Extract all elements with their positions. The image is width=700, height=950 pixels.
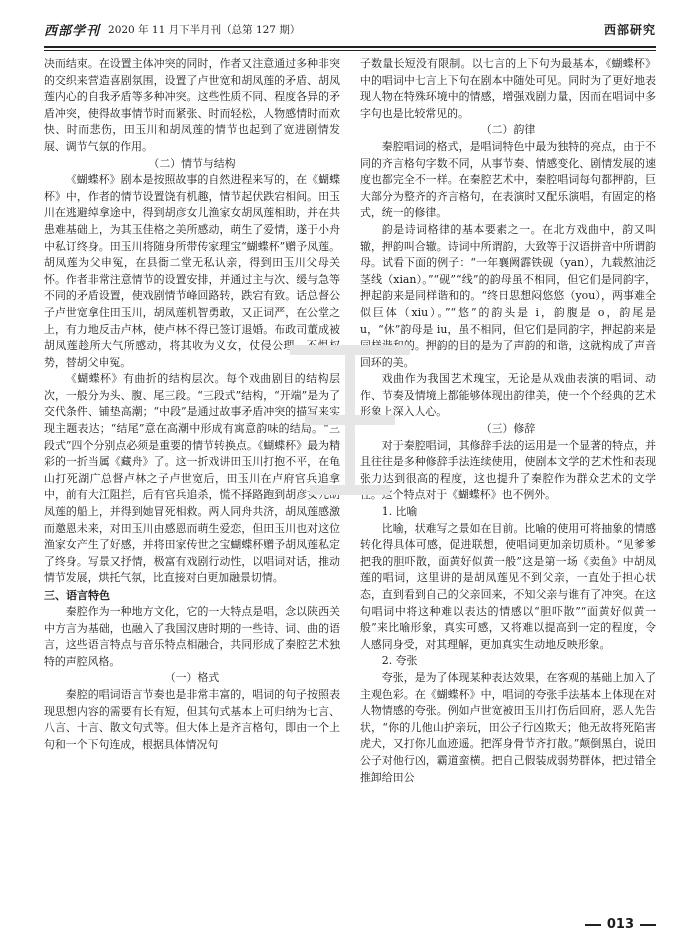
paragraph: 对于秦腔唱词，其修辞手法的运用是一个显著的特点，并且往往是多种修辞手法连续使用，使剧本文学的艺术性和表现张力达到很高的程度，这也提升了秦腔作为群众艺术的文学性。这个特点对于《蝴蝶杯》也不例外。 <box>360 438 656 502</box>
section-heading: （二）情节与结构 <box>148 156 236 170</box>
right-column <box>360 56 656 896</box>
header-rule-thin <box>44 50 656 51</box>
paragraph: 戏曲作为我国艺术瑰宝，无论是从戏曲表演的唱词、动作、节奏及情境上都能够体现出韵律美，使一个个经典的艺术形象上深入人心。 <box>360 372 656 419</box>
section-heading: 三、语言特色 <box>44 589 110 602</box>
article-body <box>44 56 656 896</box>
header-rule-thick <box>44 46 656 48</box>
paragraph: 《蝴蝶杯》剧本是按照故事的自然进程来写的，在《蝴蝶杯》中，作者的情节设置饶有机趣，情节起伏跌宕相间。田玉川在逃避绰拿途中，得到胡彦女儿渔家女胡凤莲相助，并在共患难基础上，为其玉佳格之美所感动，萌生了爱情，遂于小舟中私订终身。田玉川将随身所带传家理宝“蝴蝶杯”赠予凤莲。胡凤莲为父申冤，在县衙二堂无私认亲，得到田玉川父母关怀。作者非常注意情节的设置安排，并通过主与次、缓与急等不同的矛盾设置，使戏剧情节峰回路转，跌宕有致。话总督公子卢世宽拿住田玉川，胡凤莲机智勇敢，又正词严，在公堂之上，有力地反击卢林，使卢林不得已签订退婚。布政司董成被胡凤莲趁所大气所感动，将其收为义女，仗侵公理，不惧权势，替胡父申冤。 <box>44 173 340 369</box>
paragraph: 决而结束。在设置主体冲突的同时，作者又注意通过多种非突的交织来营造喜剧氛围，设置了卢世宽和胡凤莲的矛盾、胡凤莲内心的自我矛盾等多种冲突。这些性质不同、程度各异的矛盾冲突，使得故事情节时而紧张、时而轻松，人物感情时而欢快、时而悲伤，田玉川和胡凤莲的情节也起到了宽进剧情发展、调节气氛的作用。 <box>44 57 340 153</box>
paragraph: 比喻，状难写之景如在目前。比喻的使用可将抽象的情感转化得具体可感，促进联想，使唱词更加亲切质朴。“见爹爹把我的胆吓散，面黄好似黄一般”这是第一场《卖鱼》中胡凤莲的唱词，这里讲的是胡凤莲见不到父亲，一直处于担心状态，直到看到自己的父亲回来，不知父亲与谁有了冲突。在这句唱词中将这种难以表达的情感以“胆吓散”“面黄好似黄一般”来比喻形象，真实可感，又将难以提高到一定的程度，令人感同身受，对其理解，更加真实生动地反映形象。 <box>360 521 656 651</box>
left-column <box>44 56 340 896</box>
paragraph: 秦腔唱词的格式，是唱词特色中最为独特的亮点，由于不同的齐言格句字数不同，从事节奏、情感变化、剧情发展的速度也都完全不一样。在秦腔艺术中，秦腔唱词每句都押韵，巨大部分为整齐的齐言格句，在表演时又配乐演唱，有固定的格式，统一的修律。 <box>360 139 656 220</box>
issue-info: 2020 年 11 月下半月刊（总第 127 期） <box>108 23 301 36</box>
section-title: 西部研究 <box>603 22 656 37</box>
paragraph: 子数量长短没有限制。以七言的上下句为最基本，《蝴蝶杯》中的唱词中七言上下句在剧本中随处可见。同时为了更好地表现人物在特殊环境中的情感，增强戏剧力量，因而在唱词中多字句也是比较常见的。 <box>360 57 656 120</box>
section-heading: （一）格式 <box>164 671 220 685</box>
section-heading: 2. 夸张 <box>381 654 418 668</box>
footer-dash-right <box>640 924 656 926</box>
section-heading: （三）修辞 <box>480 422 536 436</box>
paragraph: 韵是诗词格律的基本要素之一。在北方戏曲中，韵又叫辙，押韵叫合辙。诗词中所谓韵，大致等于汉语拼音中所谓韵母。试看下面的例子：“一年襄阙霹铁砚（yan），九载熬油泛茎线（xian）。”“砚”“线”的韵母虽不相同，但它们是同韵字，押起韵来是同样谐和的。“终日思想闷悠悠（you），两事难全似巨体（xiu）。”“悠”的韵头是 i，韵腹是 o，韵尾是 u，“休”韵母是 iu，虽不相同，但它们是同韵字，押起韵来是同样谐和的。押韵的目的是为了声韵的和谐，这就构成了声音回环的美。 <box>360 222 656 369</box>
paragraph: 《蝴蝶杯》有曲折的结构层次。每个戏曲剧目的结构层次，一般分为头、腹、尾三段。“三段式”结构，“开端”是为了交代条件、铺垫高潮；“中段”是通过故事矛盾冲突的描写来实现主题表达；“结尾”意在高潮中形成有寓意韵味的结局。“三段式”四个分别点必须是重要的情节转换点。《蝴蝶杯》最为精彩的一折当属《藏舟》了。这一折戏讲田玉川打抱不平，在龟山打死湖广总督卢林之子卢世宽后，田玉川在卢府官兵追拿中，前有大江阻拦，后有官兵追杀，慌不择路跑到胡彦女儿胡凤莲的船上，并得到她冒死相救。两人同舟共济，胡凤莲感激而邀恩未来，对田玉川由感恩而萌生爱恋，但田玉川也对这位渔家女产生了好感，并将田家传世之宝蝴蝶杯赠予胡凤莲私定了终身。写景又抒情，极富有戏剧行动性，以唱词对话，推动情节发展，烘托气氛，比直接对白更加融景切情。 <box>44 372 340 585</box>
paragraph: 秦腔作为一种地方文化，它的一大特点是唱，念以陕西关中方言为基础，也融入了我国汉唐时期的一些诗、词、曲的语言，这些语言特点与音乐特点相融合，共同形成了秦腔艺术独特的声腔风格。 <box>44 605 340 668</box>
section-heading: 1. 比喻 <box>381 505 418 519</box>
paragraph: 秦腔的唱词语言节奏也是非常丰富的，唱词的句子按照表现思想内容的需要有长有短，但其句式基本上可归纳为七言、八言、十言、散文句式等。但大体上是齐言格句，即由一个上句和一个下句连成，根据具体情况句 <box>44 687 340 751</box>
paragraph: 夸张，是为了体现某种表达效果，在客观的基础上加入了主观色彩。在《蝴蝶杯》中，唱词的夸张手法基本上体现在对人物情感的夸张。例如卢世宽被田玉川打伤后回府，恶人先告状，“你的儿他山护亲玩，田公子行凶欺天；他无故将死陷害虎犬，又打你儿血迹遥。把浑身骨节齐打散。”颠倒黑白，说田公子对他行凶，霸道蛮横。把自己假装成弱势群体，把过错全推卸给田公 <box>360 670 656 784</box>
section-heading: （二）韵律 <box>480 123 536 137</box>
page-footer <box>585 917 656 932</box>
masthead <box>44 20 300 39</box>
page-header <box>44 14 656 44</box>
page-number: 013 <box>606 917 634 932</box>
footer-dash-left <box>585 924 601 926</box>
journal-logo: 西部学刊 <box>44 23 101 39</box>
